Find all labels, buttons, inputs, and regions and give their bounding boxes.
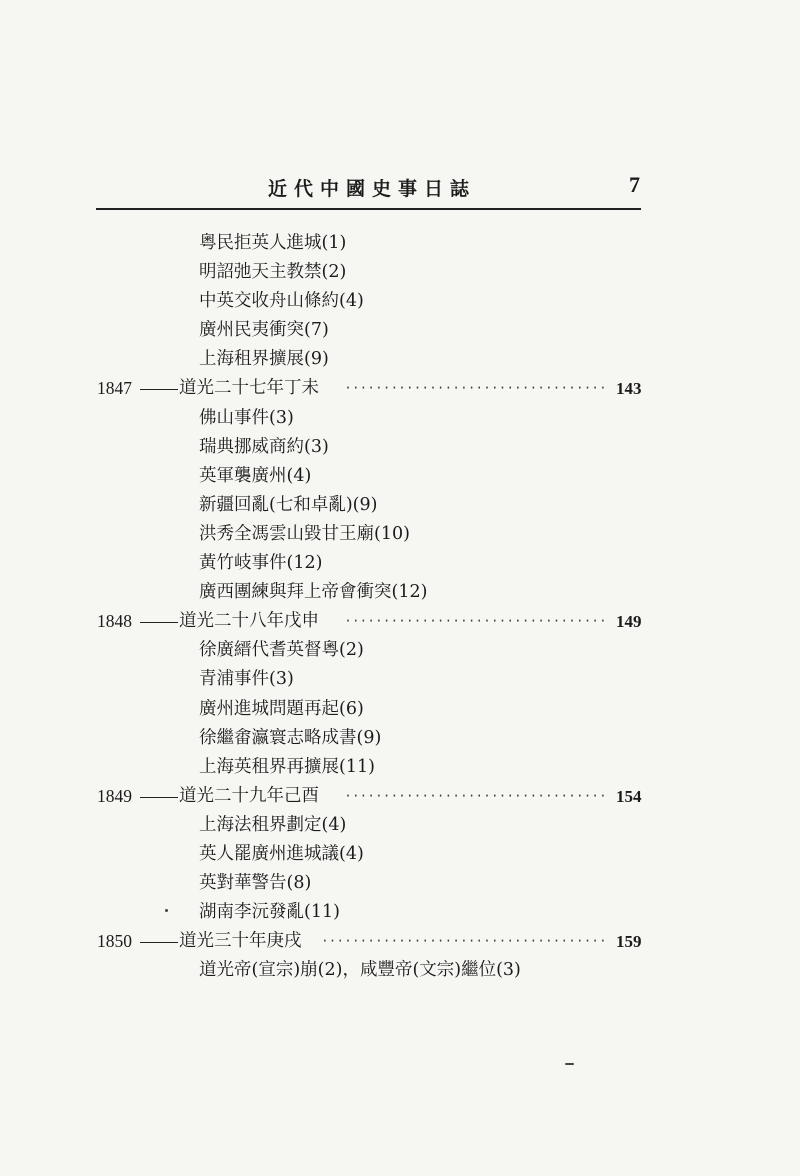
dash-rule — [140, 942, 178, 943]
list-item — [0, 258, 800, 287]
event-entry: 英對華警告(8) — [199, 873, 312, 894]
year-label: 1848 — [97, 611, 132, 632]
list-item — [0, 549, 800, 578]
event-entry: 上海法租界劃定(4) — [199, 814, 347, 835]
list-item — [0, 724, 800, 753]
list-item — [0, 229, 800, 258]
list-item — [0, 636, 800, 665]
table-of-contents — [0, 229, 800, 985]
list-item — [0, 753, 800, 782]
list-item — [0, 462, 800, 491]
event-entry: 洪秀全馮雲山毀甘王廟(10) — [199, 523, 410, 544]
list-item — [0, 811, 800, 840]
year-heading — [0, 374, 800, 403]
list-item — [0, 433, 800, 462]
page-reference: 149 — [616, 612, 642, 632]
header-rule — [96, 208, 641, 210]
list-item — [0, 316, 800, 345]
event-entry: 上海英租界再擴展(11) — [199, 756, 375, 777]
era-label: 道光三十年庚戌 — [179, 931, 302, 952]
event-entry: 粵民拒英人進城(1) — [199, 233, 347, 253]
event-entry: 徐繼畬瀛寰志略成書(9) — [199, 727, 382, 748]
list-item — [0, 520, 800, 549]
era-label: 道光二十九年己酉 — [179, 785, 319, 806]
leader-dots: ·································· — [344, 614, 607, 629]
year-label: 1847 — [97, 378, 132, 399]
event-entry: 徐廣縉代耆英督粵(2) — [199, 640, 364, 661]
list-item — [0, 695, 800, 724]
scan-speck — [165, 909, 168, 912]
page-number: 7 — [629, 172, 640, 197]
list-item — [0, 898, 800, 927]
page-reference: 159 — [616, 932, 642, 952]
year-heading — [0, 607, 800, 636]
era-label: 道光二十七年丁未 — [179, 378, 319, 399]
list-item — [0, 665, 800, 694]
year-label: 1850 — [97, 931, 132, 952]
era-label: 道光二十八年戊申 — [179, 611, 319, 632]
list-item — [0, 956, 800, 985]
page-header — [0, 174, 800, 208]
year-heading — [0, 927, 800, 956]
event-entry: 青浦事件(3) — [199, 669, 294, 690]
event-entry: 明詔弛天主教禁(2) — [199, 262, 347, 283]
year-label: 1849 — [97, 785, 132, 806]
page-reference: 154 — [616, 786, 642, 806]
list-item — [0, 869, 800, 898]
event-entry: 中英交收舟山條約(4) — [199, 291, 364, 312]
event-entry: 道光帝(宣宗)崩(2)，咸豐帝(文宗)繼位(3) — [199, 960, 521, 981]
event-entry: 黃竹岐事件(12) — [199, 553, 323, 574]
scan-speck — [565, 1063, 574, 1065]
list-item — [0, 287, 800, 316]
event-entry: 英軍襲廣州(4) — [199, 465, 312, 486]
event-entry: 英人罷廣州進城議(4) — [199, 843, 364, 864]
list-item — [0, 404, 800, 433]
leader-dots: ·································· — [344, 381, 607, 396]
dash-rule — [140, 797, 178, 798]
dash-rule — [140, 389, 178, 390]
event-entry: 新疆回亂(七和卓亂)(9) — [199, 494, 378, 515]
list-item — [0, 578, 800, 607]
running-title: 近代中國史事日誌 — [268, 178, 477, 200]
list-item — [0, 345, 800, 374]
page-reference: 143 — [616, 379, 642, 399]
dash-rule — [140, 622, 178, 623]
event-entry: 廣州進城問題再起(6) — [199, 698, 364, 719]
event-entry: 廣西團練與拜上帝會衝突(12) — [199, 582, 428, 603]
event-entry: 上海租界擴展(9) — [199, 349, 329, 370]
leader-dots: ·································· — [344, 788, 607, 803]
event-entry: 廣州民夷衝突(7) — [199, 320, 329, 341]
leader-dots: ····································· — [321, 934, 607, 949]
list-item — [0, 491, 800, 520]
year-heading — [0, 782, 800, 811]
event-entry: 佛山事件(3) — [199, 407, 294, 428]
list-item — [0, 840, 800, 869]
event-entry: 湖南李沅發亂(11) — [199, 902, 340, 923]
event-entry: 瑞典挪威商約(3) — [199, 436, 329, 457]
